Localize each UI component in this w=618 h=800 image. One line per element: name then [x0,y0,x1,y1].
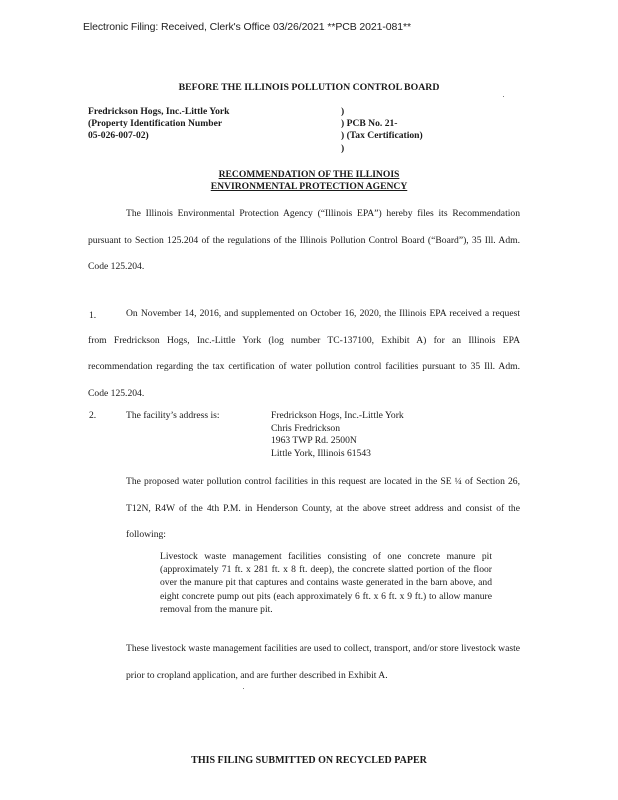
facilities-paragraph [126,469,520,549]
page-speck [243,688,244,689]
facility-address [271,410,404,460]
case-caption-party [88,106,288,143]
case-type: ) (Tax Certification) [341,130,423,142]
title-line: ENVIRONMENTAL PROTECTION AGENCY [210,181,408,193]
case-number: ) PCB No. 21- [341,118,398,130]
address-line: Fredrickson Hogs, Inc.-Little York [271,410,404,421]
page-speck [503,96,504,97]
address-line: Chris Fredrickson [271,422,341,434]
filing-stamp: Electronic Filing: Received, Clerk's Office 03/26/2021 **PCB 2021-081** [83,21,411,33]
property-id-number: 05-026-007-02) [88,130,149,142]
closing-paragraph: These livestock waste management facilities are used to collect, transport, and/or store livestock waste prior to cropland application, and are further described in Exhibit A. [126,643,520,681]
title-line: RECOMMENDATION OF THE ILLINOIS [218,169,400,180]
recycled-paper-footer: THIS FILING SUBMITTED ON RECYCLED PAPER [191,755,427,766]
facilities-text: The proposed water pollution control facilities in this request are located in the SE ¼ of Section 26, T12N, R4W of the 4th P.M. in Henderson County, at the above street address and consist of the following: [126,476,520,540]
address-label: The facility’s address is: [126,410,220,421]
intro-paragraph: The Illinois Environmental Protection Agency (“Illinois EPA”) hereby files its Recommendation pursuant to Section 125.204 of the regulations of the Illinois Pollution Control Board (“Board”), 35 Ill. Adm. Code 125.204. [88,208,520,272]
document-title [0,169,618,194]
party-name: Fredrickson Hogs, Inc.-Little York [88,106,230,117]
facility-description-quote: Livestock waste management facilities consisting of one concrete manure pit (approximately 71 ft. x 281 ft. x 8 ft. deep), the concrete slatted portion of the floor over the manure pit that captures and contains waste generated in the barn above, and eight concrete pump out pits (each approximately 6 ft. x 6 ft. x 9 ft.) to allow manure removal from the manure pit. [160,551,492,615]
address-line: 1963 TWP Rd. 2500N [271,435,357,446]
caption-paren: ) [341,142,345,154]
item1-paragraph: On November 14, 2016, and supplemented on October 16, 2020, the Illinois EPA received a request from Fredrickson Hogs, Inc.-Little York (log number TC-137100, Exhibit A) for an Illinois EPA recommendation regarding the tax certification of water pollution control facilities pursuant to 35 Ill. Adm. Code 125.204. [88,308,520,399]
property-id-label: (Property Identification Number [88,118,223,130]
board-heading: BEFORE THE ILLINOIS POLLUTION CONTROL BOARD [178,82,440,93]
item-number: 1. [89,310,97,321]
caption-paren: ) [341,106,345,117]
item-number: 2. [89,410,97,421]
case-caption-docket [341,106,501,155]
address-line: Little York, Illinois 61543 [271,447,371,459]
